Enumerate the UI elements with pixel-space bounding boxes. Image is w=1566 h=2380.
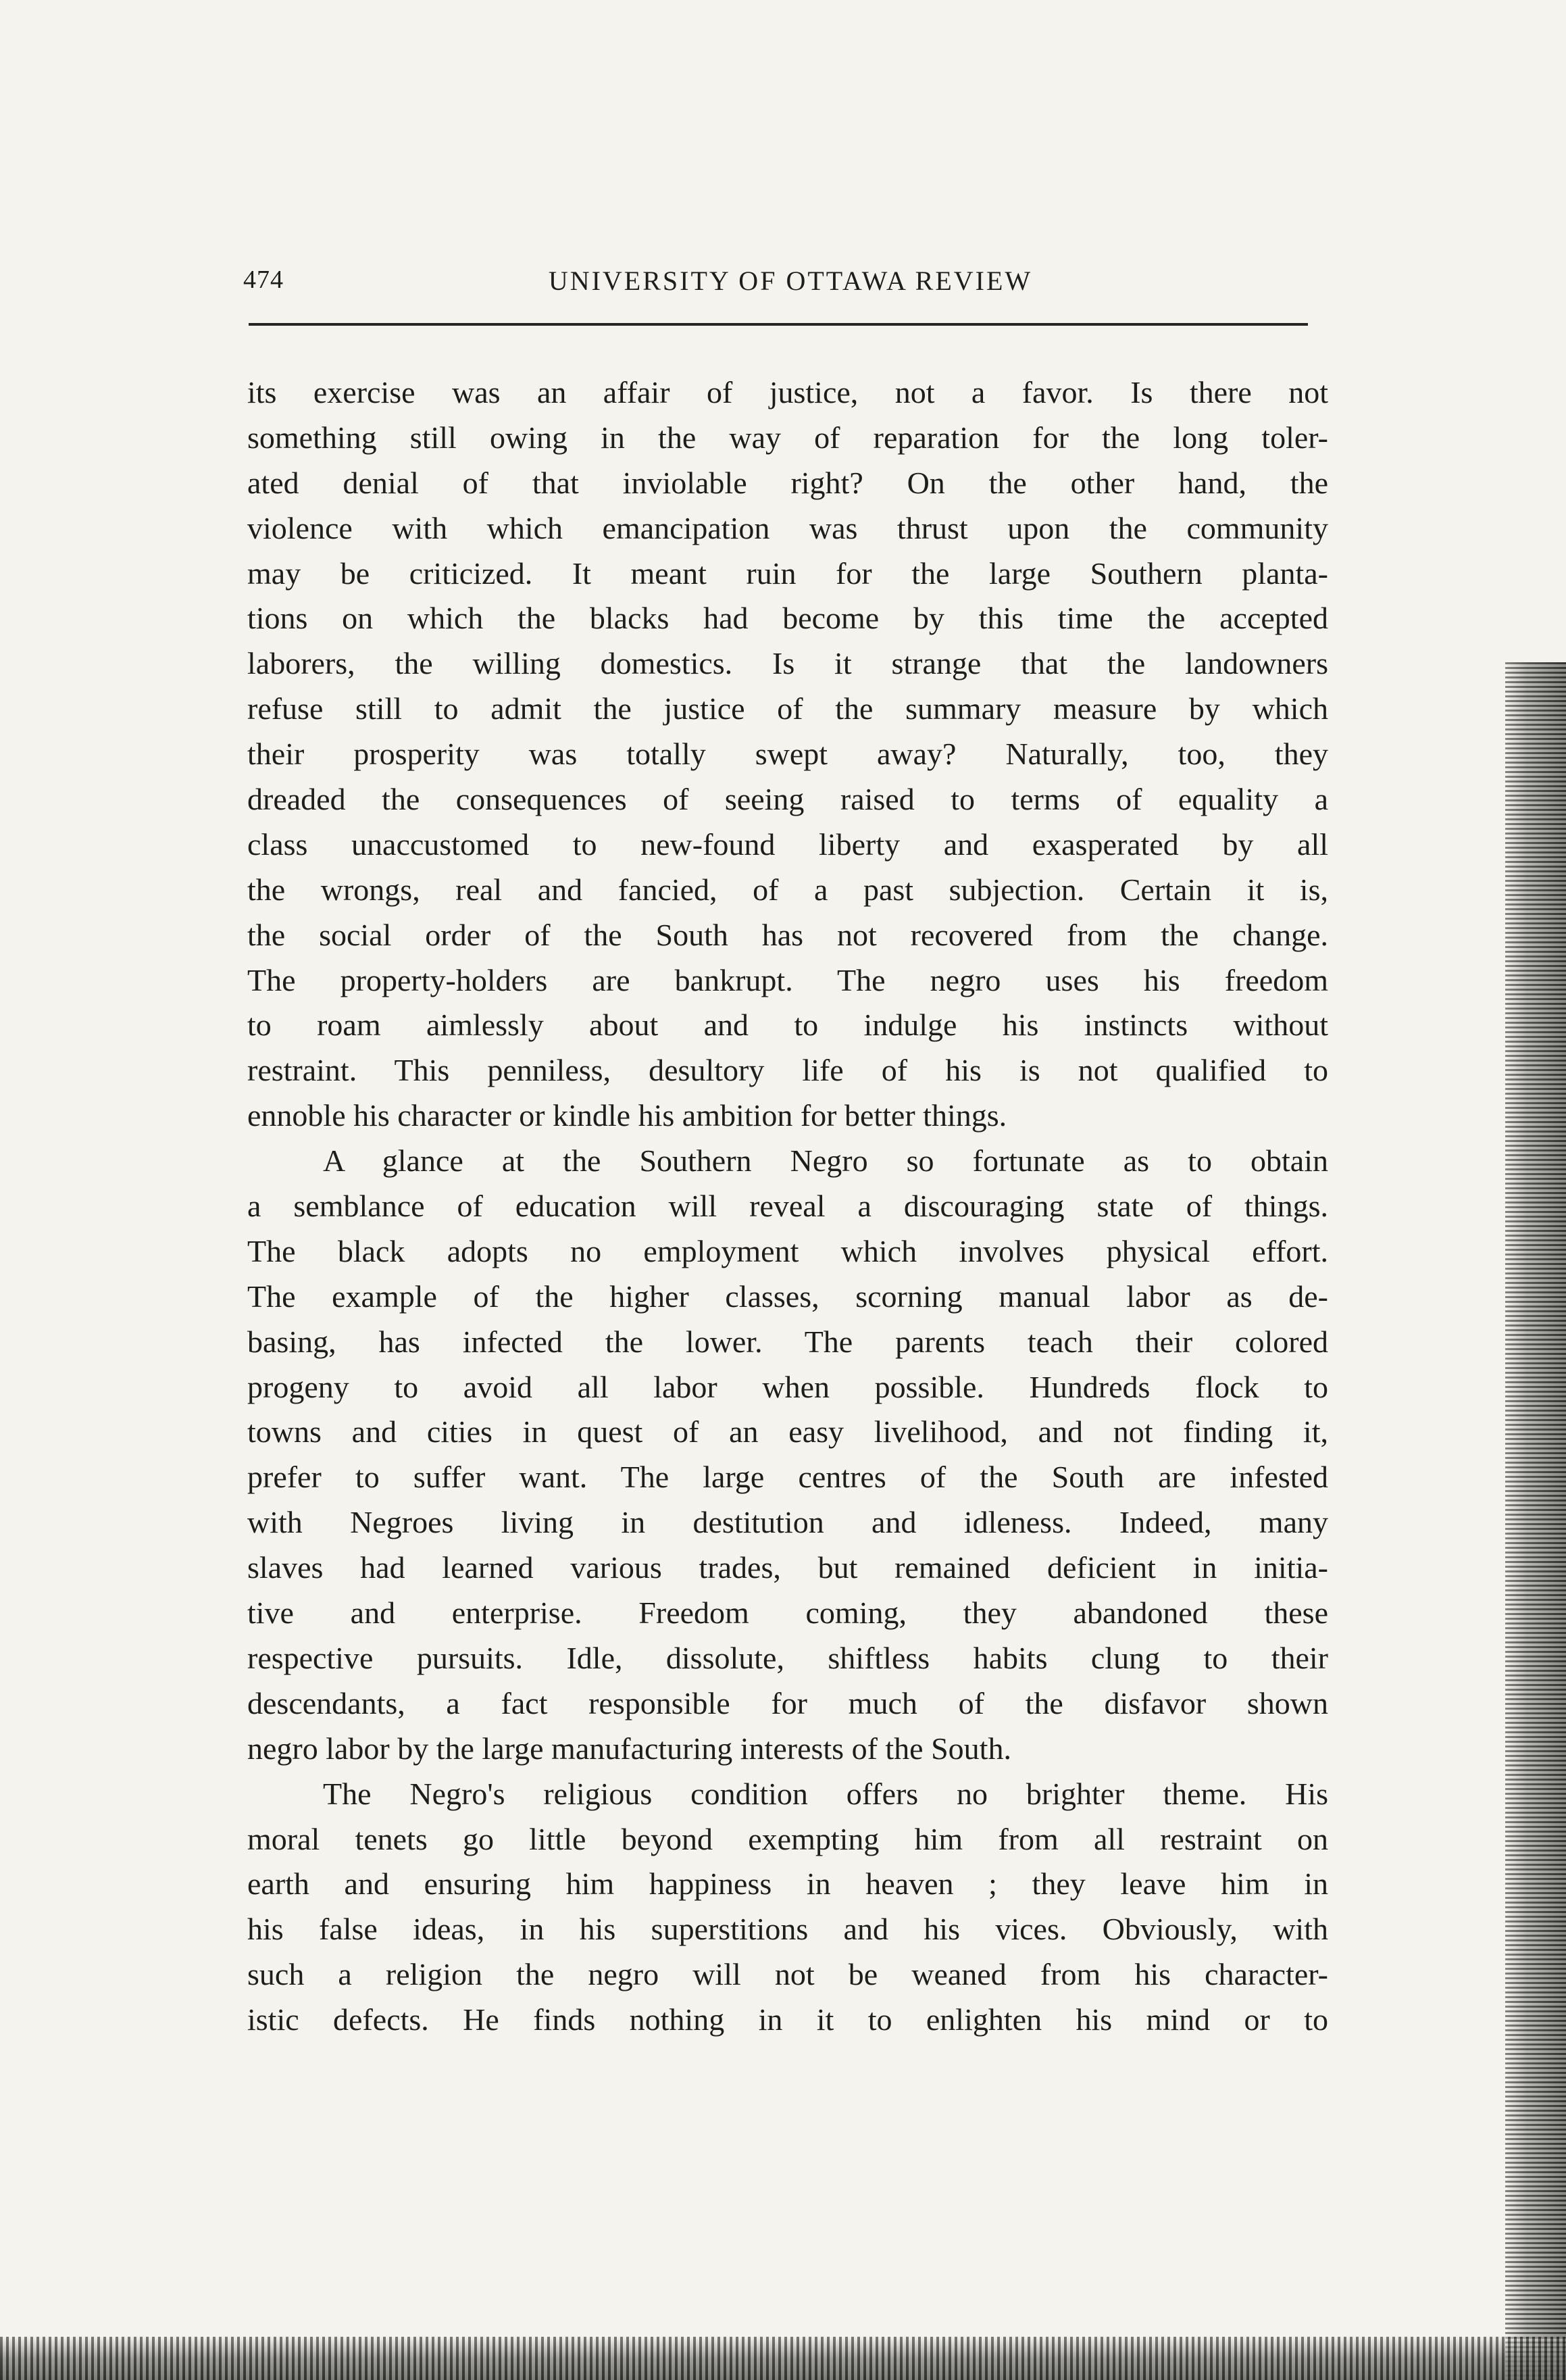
- text-line: respective pursuits. Idle, dissolute, shiftless habits clung to their: [247, 1640, 1328, 1675]
- text-line: a semblance of education will reveal a discouraging state of things.: [247, 1189, 1328, 1224]
- text-line: refuse still to admit the justice of the summary measure by which: [247, 691, 1328, 726]
- text-line: class unaccustomed to new-found liberty and exasperated by all: [247, 826, 1328, 862]
- text-line: The property-holders are bankrupt. The negro uses his freedom: [247, 962, 1328, 997]
- scan-edge-right: [1505, 662, 1566, 2380]
- text-line: dreaded the consequences of seeing raised to terms of equality a: [247, 782, 1328, 817]
- text-line: The Negro's religious condition offers no brighter theme. His: [323, 1776, 1328, 1811]
- text-line: A glance at the Southern Negro so fortunate as to obtain: [323, 1143, 1328, 1179]
- text-line: may be criticized. It meant ruin for the large Southern planta-: [247, 555, 1328, 591]
- text-line: earth and ensuring him happiness in heaven ; they leave him in: [247, 1866, 1328, 1902]
- text-line: tions on which the blacks had become by this time the accepted: [247, 601, 1328, 636]
- text-line: ennoble his character or kindle his ambition for better things.: [247, 1098, 1007, 1133]
- text-line: their prosperity was totally swept away? Naturally, too, they: [247, 737, 1328, 772]
- text-line: istic defects. He finds nothing in it to enlighten his mind or to: [247, 2002, 1328, 2037]
- running-head: UNIVERSITY OF OTTAWA REVIEW: [548, 266, 1033, 296]
- text-line: The black adopts no employment which involves physical effort.: [247, 1233, 1328, 1268]
- text-line: slaves had learned various trades, but remained deficient in initia-: [247, 1550, 1328, 1585]
- text-line: to roam aimlessly about and to indulge his instincts without: [247, 1008, 1328, 1043]
- text-line: tive and enterprise. Freedom coming, they abandoned these: [247, 1595, 1328, 1631]
- scan-edge-bottom: [0, 2337, 1566, 2380]
- text-line: moral tenets go little beyond exempting him from all restraint on: [247, 1821, 1328, 1856]
- text-line: violence with which emancipation was thrust upon the community: [247, 510, 1328, 545]
- text-line: The example of the higher classes, scorning manual labor as de-: [247, 1279, 1328, 1314]
- text-line: restraint. This penniless, desultory life of his is not qualified to: [247, 1053, 1328, 1088]
- text-line: laborers, the willing domestics. Is it strange that the landowners: [247, 646, 1328, 681]
- text-line: ated denial of that inviolable right? On the other hand, the: [247, 465, 1328, 500]
- text-line: descendants, a fact responsible for much of the disfavor shown: [247, 1685, 1328, 1720]
- text-line: such a religion the negro will not be weaned from his character-: [247, 1957, 1328, 1992]
- text-line: progeny to avoid all labor when possible. Hundreds flock to: [247, 1369, 1328, 1404]
- text-line: prefer to suffer want. The large centres of the South are infested: [247, 1460, 1328, 1495]
- header-rule: [249, 323, 1308, 326]
- text-line: something still owing in the way of reparation for the long toler-: [247, 420, 1328, 455]
- text-line: its exercise was an affair of justice, not a favor. Is there not: [247, 375, 1328, 410]
- page-header: [243, 265, 1311, 312]
- page-number: 474: [243, 266, 284, 294]
- body-text: [247, 370, 1328, 2043]
- text-line: the wrongs, real and fancied, of a past subjection. Certain it is,: [247, 872, 1328, 907]
- text-line: negro labor by the large manufacturing interests of the South.: [247, 1731, 1011, 1766]
- text-line: the social order of the South has not recovered from the change.: [247, 917, 1328, 952]
- text-line: basing, has infected the lower. The parents teach their colored: [247, 1324, 1328, 1359]
- text-line: towns and cities in quest of an easy livelihood, and not finding it,: [247, 1414, 1328, 1449]
- text-line: with Negroes living in destitution and idleness. Indeed, many: [247, 1505, 1328, 1540]
- text-line: his false ideas, in his superstitions and his vices. Obviously, with: [247, 1912, 1328, 1947]
